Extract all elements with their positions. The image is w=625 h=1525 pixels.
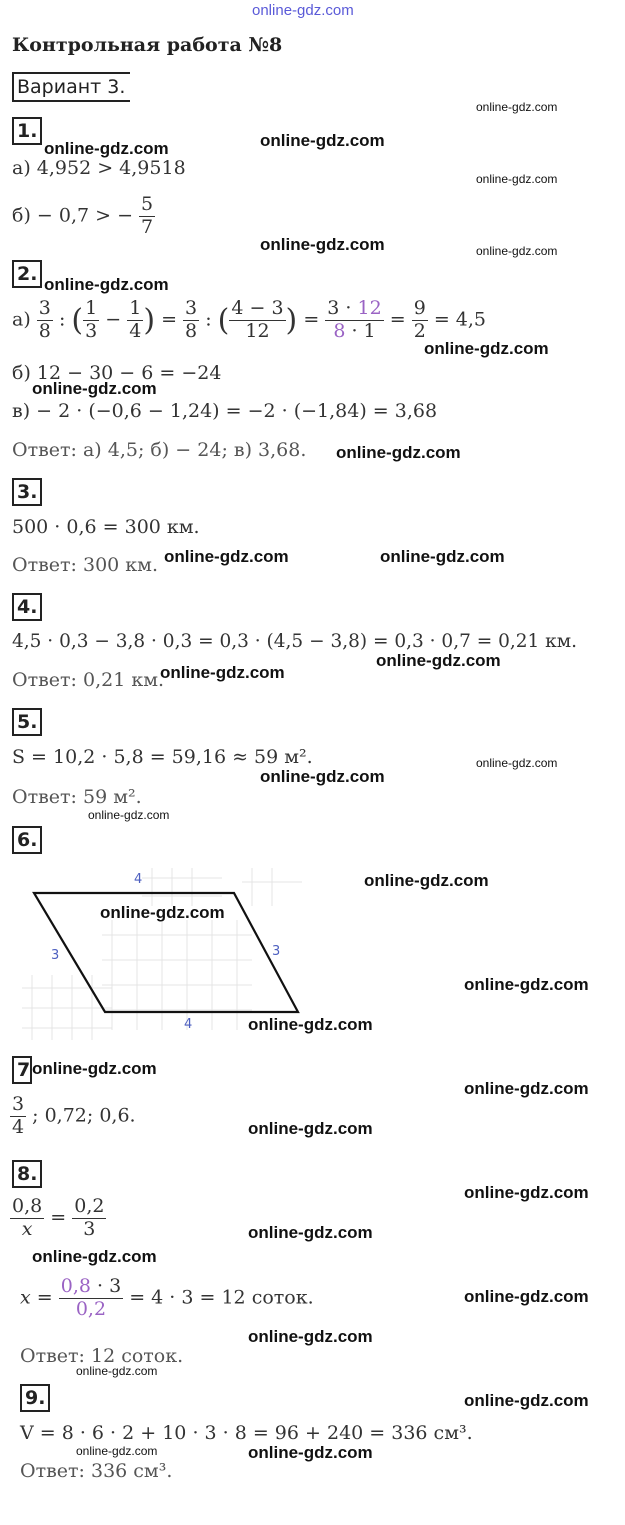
watermark: online-gdz.com [380, 547, 505, 566]
watermark: online-gdz.com [100, 903, 225, 922]
watermark: online-gdz.com [32, 1059, 157, 1078]
task-8-number: 8. [12, 1160, 42, 1188]
watermark-small: online-gdz.com [476, 100, 558, 114]
side-label-bottom: 4 [184, 1017, 193, 1032]
watermark: online-gdz.com [464, 1287, 589, 1306]
task-1-a: а) 4,952 > 4,9518 [12, 157, 186, 179]
task-9-answer: Ответ: 336 см³. [20, 1460, 173, 1482]
task-8-solution: x = $\frac{0,8 \cdot 3}{0,2}$ = 4 · 3 = 12 соток. [20, 1275, 314, 1320]
task-2-number: 2. [12, 260, 42, 288]
watermark-small: online-gdz.com [76, 1364, 158, 1378]
task-9-number: 9. [20, 1384, 50, 1412]
task-5-answer: Ответ: 59 м². [12, 786, 142, 808]
side-label-right: 3 [272, 944, 281, 959]
watermark-small: online-gdz.com [476, 756, 558, 770]
top-watermark: online-gdz.com [252, 2, 354, 19]
watermark: online-gdz.com [336, 443, 461, 462]
watermark: online-gdz.com [260, 767, 385, 786]
side-label-top: 4 [134, 872, 143, 887]
task-3-number: 3. [12, 478, 42, 506]
task-1-number: 1. [12, 117, 42, 145]
task-5-line: S = 10,2 · 5,8 = 59,16 ≈ 59 м². [12, 746, 313, 768]
watermark: online-gdz.com [424, 339, 549, 358]
watermark: online-gdz.com [248, 1443, 373, 1462]
watermark: online-gdz.com [464, 1183, 589, 1202]
side-label-left: 3 [51, 948, 60, 963]
watermark: online-gdz.com [248, 1327, 373, 1346]
watermark: online-gdz.com [44, 139, 169, 158]
task-9-line: V = 8 · 6 · 2 + 10 · 3 · 8 = 96 + 240 = 336 см³. [20, 1422, 473, 1444]
variant-label: Вариант 3. [12, 72, 130, 102]
watermark-small: online-gdz.com [88, 808, 170, 822]
watermark: online-gdz.com [32, 379, 157, 398]
task-2-a: а) $\frac{3}{8}$ : ( $\frac{1}{3}$ − $\frac{1}{4}$ ) = $\frac{3}{8}$ : ( $\frac{4 - 3}{12}$ ) = $\frac{3 \cdot 12}{8 \cdot 1}$ = $\frac{9}{2}$ = 4,5 [12, 297, 487, 342]
watermark: online-gdz.com [44, 275, 169, 294]
watermark-small: online-gdz.com [476, 172, 558, 186]
watermark: online-gdz.com [164, 547, 289, 566]
task-1-b: б) − 0,7 > − $\frac{5}{7}$ [12, 193, 154, 238]
watermark-small: online-gdz.com [76, 1444, 158, 1458]
task-4-answer: Ответ: 0,21 км. [12, 669, 165, 691]
watermark: online-gdz.com [32, 1247, 157, 1266]
watermark: online-gdz.com [464, 1391, 589, 1410]
watermark: online-gdz.com [260, 131, 385, 150]
task-2-answer: Ответ: а) 4,5; б) − 24; в) 3,68. [12, 439, 307, 461]
watermark: online-gdz.com [260, 235, 385, 254]
task-7-number: 7 [12, 1056, 32, 1084]
watermark: online-gdz.com [376, 651, 501, 670]
task-4-line: 4,5 · 0,3 − 3,8 · 0,3 = 0,3 · (4,5 − 3,8) = 0,3 · 0,7 = 0,21 км. [12, 631, 578, 652]
task-4-number: 4. [12, 593, 42, 621]
page-title: Контрольная работа №8 [12, 34, 283, 56]
task-8-proportion: $\frac{0,8}{x}$ = $\frac{0,2}{3}$ [12, 1195, 105, 1240]
watermark: online-gdz.com [160, 663, 285, 682]
watermark: online-gdz.com [364, 871, 489, 890]
watermark: online-gdz.com [248, 1015, 373, 1034]
task-8-answer: Ответ: 12 соток. [20, 1345, 184, 1367]
task-5-number: 5. [12, 708, 42, 736]
task-7-line: $\frac{3}{4}$ ; 0,72; 0,6. [12, 1093, 136, 1138]
task-6-number: 6. [12, 826, 42, 854]
watermark: online-gdz.com [248, 1223, 373, 1242]
watermark: online-gdz.com [464, 1079, 589, 1098]
watermark: online-gdz.com [248, 1119, 373, 1138]
task-3-line: 500 · 0,6 = 300 км. [12, 516, 200, 538]
task-2-b: б) 12 − 30 − 6 = −24 [12, 362, 222, 384]
watermark: online-gdz.com [464, 975, 589, 994]
task-3-answer: Ответ: 300 км. [12, 554, 158, 576]
watermark-small: online-gdz.com [476, 244, 558, 258]
task-2-c: в) − 2 · (−0,6 − 1,24) = −2 · (−1,84) = 3,68 [12, 400, 438, 422]
